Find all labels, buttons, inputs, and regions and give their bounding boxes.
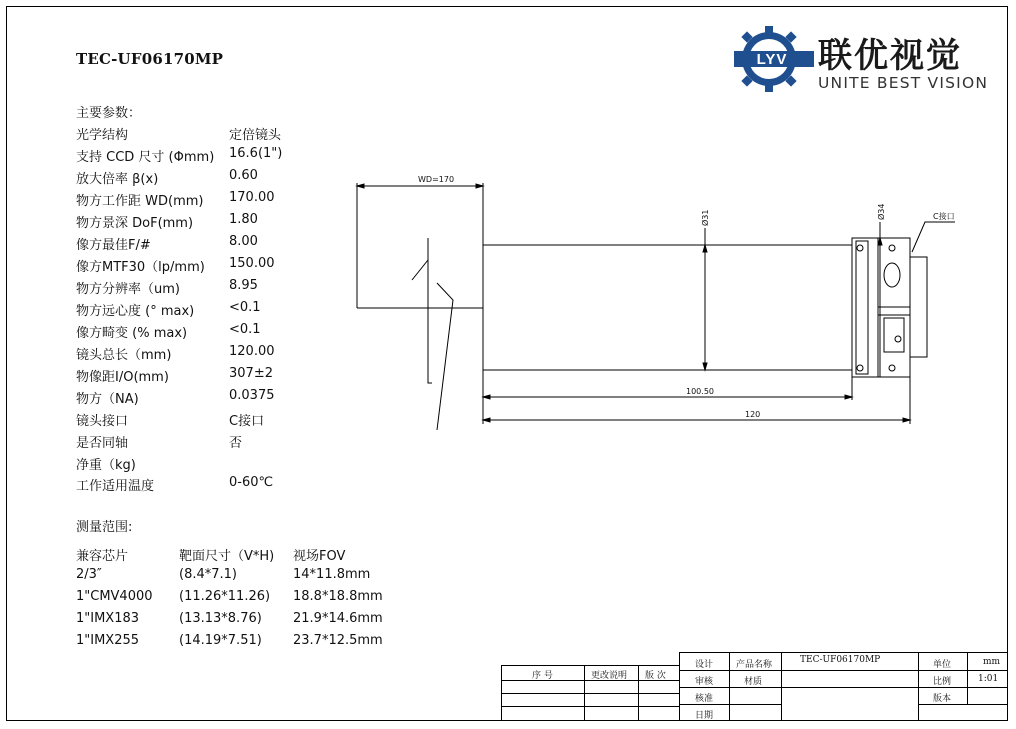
label-review: 审核 xyxy=(695,677,714,687)
param-value: C接口 xyxy=(229,414,265,429)
label-product-name: 产品名称 xyxy=(736,660,773,670)
param-value: 1.80 xyxy=(229,212,258,227)
param-value: 0.60 xyxy=(229,168,258,183)
set-screw xyxy=(884,263,900,287)
len-body-label: 100.50 xyxy=(686,387,714,396)
rev-header-version: 版 次 xyxy=(645,671,666,681)
param-value: 8.95 xyxy=(229,278,258,293)
measure-cell: 2/3″ xyxy=(76,567,102,582)
arrow-icon xyxy=(845,395,852,399)
measure-cell: 18.8*18.8mm xyxy=(293,589,383,604)
param-key: 像方畸变 (% max) xyxy=(76,326,188,341)
measure-cell: 21.9*14.6mm xyxy=(293,611,383,626)
param-key: 物方（NA) xyxy=(76,392,139,407)
label-material: 材质 xyxy=(744,677,763,687)
param-value: 0-60℃ xyxy=(229,475,274,490)
product-name-value: TEC-UF06170MP xyxy=(800,655,881,665)
param-value: 0.0375 xyxy=(229,388,275,403)
c-mount-leader xyxy=(912,222,955,252)
param-key: 是否同轴 xyxy=(76,436,129,451)
param-key: 工作适用温度 xyxy=(76,479,155,494)
label-design: 设计 xyxy=(695,660,714,670)
arrow-icon xyxy=(357,184,364,188)
measure-cell: (11.26*11.26) xyxy=(179,589,271,604)
arrow-icon xyxy=(903,418,910,422)
param-key: 支持 CCD 尺寸 (Φmm) xyxy=(76,150,215,165)
param-value: 否 xyxy=(229,436,243,451)
arrow-icon xyxy=(878,238,882,245)
param-key: 像方MTF30（lp/mm) xyxy=(76,260,205,275)
break-line-right xyxy=(437,283,453,430)
unit-value: mm xyxy=(983,657,1001,667)
len-total-label: 120 xyxy=(745,410,761,419)
param-key: 物方分辨率（um) xyxy=(76,282,180,297)
param-value: 8.00 xyxy=(229,234,258,249)
measure-cell: 23.7*12.5mm xyxy=(293,633,383,648)
param-value: 150.00 xyxy=(229,256,275,271)
arrow-icon xyxy=(483,418,490,422)
measure-cell: 1"CMV4000 xyxy=(76,589,153,604)
param-key: 镜头接口 xyxy=(76,414,129,429)
model-title: TEC-UF06170MP xyxy=(76,50,224,68)
label-unit: 单位 xyxy=(933,660,952,670)
param-key: 镜头总长（mm) xyxy=(76,348,172,363)
params-title: 主要参数： xyxy=(76,106,142,121)
param-value: <0.1 xyxy=(229,322,261,337)
wd-label: WD=170 xyxy=(418,175,455,184)
break-line-left xyxy=(412,260,432,383)
param-key: 物像距I/O(mm) xyxy=(76,370,169,385)
param-value: 120.00 xyxy=(229,344,275,359)
measure-cell: (13.13*8.76) xyxy=(179,611,262,626)
measure-cell: 14*11.8mm xyxy=(293,567,371,582)
logo-letters: LYV xyxy=(756,51,788,68)
arrow-icon xyxy=(476,184,483,188)
label-scale: 比例 xyxy=(933,677,952,687)
param-key: 物方景深 DoF(mm) xyxy=(76,216,194,231)
param-value: 16.6(1") xyxy=(229,146,283,161)
measure-cell: 1"IMX183 xyxy=(76,611,140,626)
logo-chinese-name: 联优视觉 xyxy=(818,36,962,76)
measure-header: 靶面尺寸（V*H) xyxy=(179,549,275,564)
lens-body xyxy=(483,245,852,370)
param-value: 170.00 xyxy=(229,190,275,205)
param-value: 307±2 xyxy=(229,366,273,381)
param-key: 物方远心度 (° max) xyxy=(76,304,195,319)
c-mount-label: C接口 xyxy=(933,212,955,221)
measure-title: 测量范围: xyxy=(76,520,133,535)
param-key: 像方最佳F/# xyxy=(76,238,151,253)
dia34-label: Ø34 xyxy=(877,203,886,220)
param-key: 净重（kg) xyxy=(76,458,136,473)
arrow-icon xyxy=(703,363,707,370)
param-key: 放大倍率 β(x) xyxy=(76,172,159,187)
label-approve: 核准 xyxy=(695,694,714,704)
arrow-icon xyxy=(483,395,490,399)
measure-cell: (14.19*7.51) xyxy=(179,633,262,648)
dia31-label: Ø31 xyxy=(701,209,710,226)
measure-cell: (8.4*7.1) xyxy=(179,567,237,582)
scale-value: 1:01 xyxy=(978,674,999,684)
measure-header: 视场FOV xyxy=(293,549,346,564)
label-date: 日期 xyxy=(695,711,714,721)
label-version: 版本 xyxy=(933,694,952,704)
param-value: 定倍镜头 xyxy=(229,128,282,143)
measure-header: 兼容芯片 xyxy=(76,549,129,564)
measure-cell: 1"IMX255 xyxy=(76,633,140,648)
arrow-icon xyxy=(703,245,707,252)
param-key: 光学结构 xyxy=(76,128,129,143)
logo-english-name: UNITE BEST VISION xyxy=(818,74,989,92)
rev-header-no: 序 号 xyxy=(532,671,553,681)
c-mount-thread xyxy=(910,257,927,357)
param-key: 物方工作距 WD(mm) xyxy=(76,194,204,209)
param-value: <0.1 xyxy=(229,300,261,315)
rev-header-change: 更改说明 xyxy=(591,671,628,681)
